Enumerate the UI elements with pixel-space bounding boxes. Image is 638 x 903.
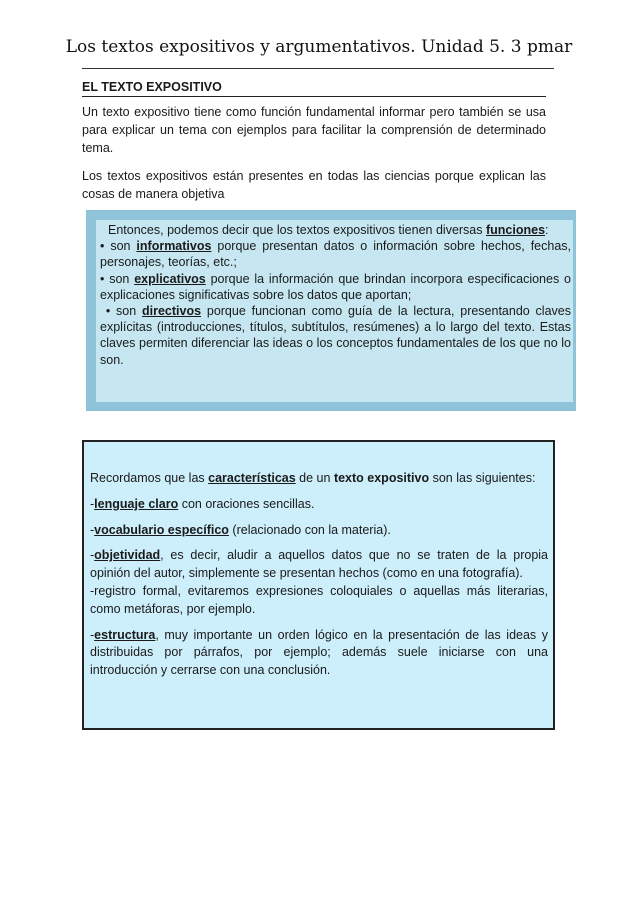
characteristic-item-estructura [90,627,548,680]
functions-lead-end: : [545,223,549,237]
functions-lead [100,222,571,238]
function-item-text: porque la información que brindan incorpora especificaciones o explicaciones significativas sobre los datos que aportan; [100,271,571,302]
characteristic-item-objetividad [90,547,548,583]
characteristic-item-lenguaje [90,496,548,514]
function-item-text: porque presentan datos o información sobre hechos, fechas, personajes, teorías, etc.; [100,239,571,270]
characteristic-prefix: - [90,627,95,642]
characteristics-intro-start: Recordamos que las [90,471,209,485]
characteristic-keyword: vocabulario específico [94,522,229,537]
characteristic-text: -registro formal, evitaremos expresiones coloquiales o aquellas más literarias, como metáforas, por ejemplo. [90,583,548,616]
characteristics-intro-mid: de un [295,471,334,485]
characteristics-text [90,470,548,680]
function-item-informativos [100,238,571,270]
characteristic-prefix: - [90,548,95,563]
function-item-keyword: directivos [141,304,202,319]
functions-lead-text: Entonces, podemos decir que los textos expositivos tienen diversas [108,223,486,237]
page-header: Los textos expositivos y argumentativos. Unidad 5. 3 pmar [65,37,573,57]
intro-paragraph-2: Los textos expositivos están presentes en todas las ciencias porque explican las cosas de manera objetiva [82,169,546,201]
characteristic-keyword: objetividad [94,548,161,563]
function-item-text: porque funcionan como guía de la lectura, presentando claves explícitas (introducciones, títulos, subtítulos, resúmenes) a lo largo del texto. Estas claves permiten diferenciar las ideas o los conceptos fundamentales de los que no lo son. [100,304,571,367]
characteristics-bold-term: texto expositivo [333,471,430,485]
function-item-directivos [100,303,571,368]
characteristic-item-vocabulario [90,522,548,540]
function-item-prefix: • son [100,304,142,319]
characteristic-text: (relacionado con la materia). [228,522,391,537]
function-item-keyword: informativos [136,239,212,254]
characteristic-keyword: lenguaje claro [94,496,179,511]
functions-keyword: funciones [486,223,546,237]
characteristic-text: , es decir, aludir a aquellos datos que no se traten de la propia opinión del autor, simplemente se presentan hechos (como en una fotografía). [90,548,548,581]
function-item-prefix: • son [100,239,137,254]
intro-paragraph-1: Un texto expositivo tiene como función fundamental informar pero también se usa para explicar un tema con ejemplos para facilitar la comprensión de determinado tema. [82,105,546,155]
characteristic-prefix: - [90,496,95,511]
characteristics-keyword: características [208,471,296,485]
characteristic-prefix: - [90,522,95,537]
characteristics-intro-end: son las siguientes: [429,471,536,485]
function-item-prefix: • son [100,271,135,286]
characteristic-item-registro [90,583,548,619]
function-item-keyword: explicativos [134,271,206,286]
characteristic-keyword: estructura [94,627,156,642]
characteristics-intro [90,470,548,488]
section-title: EL TEXTO EXPOSITIVO [82,80,546,97]
characteristic-text: con oraciones sencillas. [178,496,315,511]
header-rule [82,68,554,69]
functions-box-text [100,222,571,368]
function-item-explicativos [100,271,571,303]
characteristic-text: , muy importante un orden lógico en la presentación de las ideas y distribuidas por párrafos, por ejemplo; además suele iniciarse con una introducción y cerrarse con una conclusión. [90,627,548,678]
